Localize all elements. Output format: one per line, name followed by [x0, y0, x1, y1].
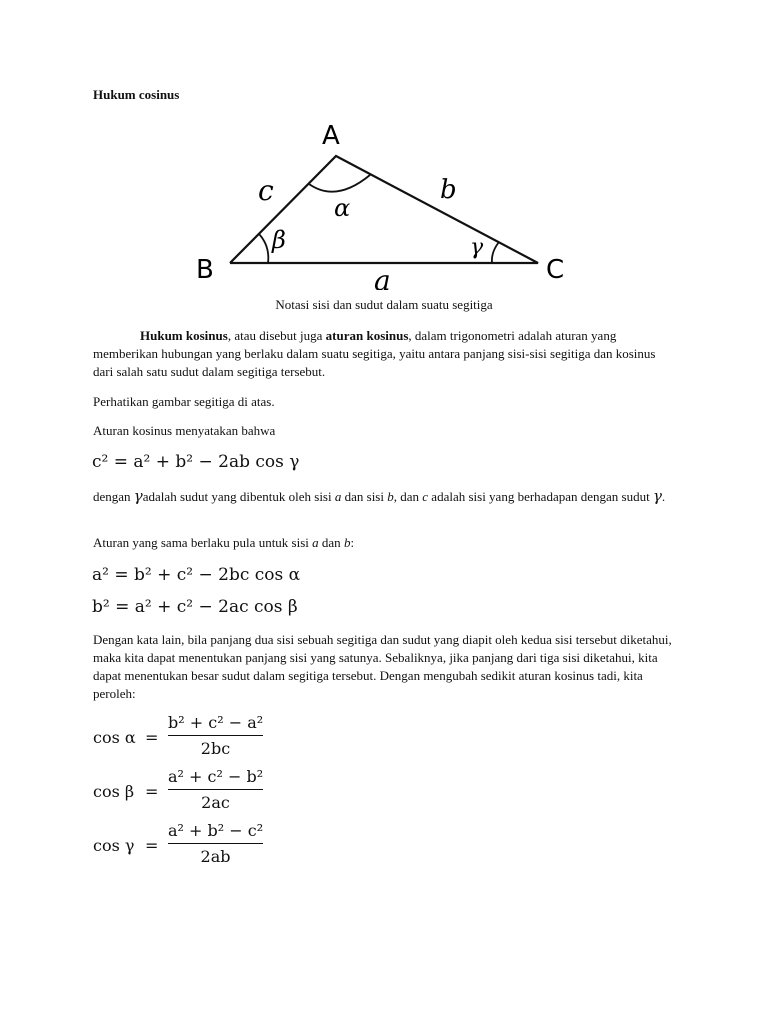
formula-c-squared: c² = a² + b² − 2ab cos γ	[92, 452, 300, 472]
side-label-c: c	[258, 174, 274, 207]
intro-text-2: , dalam trigonometri adalah aturan yang memberikan hubungan yang berlaku dalam suatu segitiga, yaitu antara panjang sisi-sisi segitiga dan kosinus dari salah satu sudut dalam segitiga tersebut.	[93, 328, 656, 379]
paragraph-perhatikan: Perhatikan gambar segitiga di atas.	[93, 394, 275, 409]
fraction	[168, 767, 263, 812]
side-label-b: b	[440, 175, 457, 205]
page-title: Hukum cosinus	[93, 87, 180, 102]
fraction	[168, 713, 263, 758]
formula-a-squared: a² = b² + c² − 2bc cos α	[92, 565, 301, 585]
angle-label-gamma: γ	[470, 235, 484, 260]
alpha-arc	[309, 175, 370, 192]
dengan-text-1: dengan	[93, 489, 134, 504]
denominator: 2ac	[168, 789, 263, 812]
dengan-text-3: dan sisi	[341, 489, 388, 504]
dengan-text-6: .	[661, 489, 666, 504]
paragraph-aturan: Aturan kosinus menyatakan bahwa	[93, 423, 276, 438]
sama-text-3: :	[350, 535, 355, 550]
var-b-2: b	[343, 535, 351, 550]
dengan-text-5: adalah sisi yang berhadapan dengan sudut	[428, 489, 653, 504]
sama-text-2: dan	[318, 535, 344, 550]
cos-beta-lhs: cos β	[93, 782, 135, 801]
intro-paragraph	[93, 327, 673, 381]
var-a: a	[334, 489, 342, 504]
equals-sign: =	[145, 836, 159, 855]
intro-text-1: , atau disebut juga	[227, 328, 326, 343]
formula-b-squared: b² = a² + c² − 2ac cos β	[92, 597, 298, 617]
formula-cos-alpha	[93, 713, 353, 763]
dengan-text-4: , dan	[393, 489, 423, 504]
vertex-label-c: C	[546, 255, 565, 285]
formula-cos-beta	[93, 767, 353, 817]
fraction	[168, 821, 263, 866]
numerator: a² + b² − c²	[168, 821, 264, 840]
figure-caption: Notasi sisi dan sudut dalam suatu segitiga	[275, 297, 493, 312]
equals-sign: =	[145, 782, 159, 801]
dengan-text-2: adalah sudut yang dibentuk oleh sisi	[142, 489, 335, 504]
paragraph-dengan-kata-lain: Dengan kata lain, bila panjang dua sisi sebuah segitiga dan sudut yang diapit oleh kedua sisi tersebut diketahui, maka kita dapat menentukan panjang sisi yang satunya. Sebaliknya, jika panjang dari tiga sisi diketahui, kita dapat menentukan besar sudut dalam segitiga tersebut. Dengan mengubah sedikit aturan kosinus tadi, kita peroleh:	[93, 632, 672, 701]
equals-sign: =	[145, 728, 159, 747]
cos-alpha-lhs: cos α	[93, 728, 136, 747]
var-b: b	[387, 489, 394, 504]
gamma-symbol-2: γ	[652, 487, 662, 505]
side-label-a: a	[374, 264, 391, 290]
paragraph-dengan	[93, 487, 673, 506]
term-aturan-kosinus: aturan kosinus	[325, 328, 409, 343]
var-a-2: a	[312, 535, 319, 550]
sama-text-1: Aturan yang sama berlaku pula untuk sisi	[93, 535, 313, 550]
numerator: a² + c² − b²	[168, 767, 264, 786]
gamma-arc	[492, 242, 499, 263]
term-hukum-kosinus: Hukum kosinus	[140, 328, 228, 343]
vertex-label-b: B	[196, 255, 214, 285]
numerator: b² + c² − a²	[168, 713, 264, 732]
denominator: 2ab	[168, 843, 263, 866]
denominator: 2bc	[168, 735, 263, 758]
formula-cos-gamma	[93, 821, 353, 871]
gamma-symbol: γ	[133, 487, 143, 505]
angle-label-alpha: α	[334, 194, 351, 222]
vertex-label-a: A	[322, 121, 340, 151]
cos-gamma-lhs: cos γ	[93, 836, 135, 855]
var-c: c	[422, 489, 429, 504]
angle-label-beta: β	[272, 226, 286, 254]
paragraph-aturan-sama	[93, 534, 673, 552]
triangle-figure	[190, 118, 590, 290]
beta-arc	[259, 234, 268, 263]
